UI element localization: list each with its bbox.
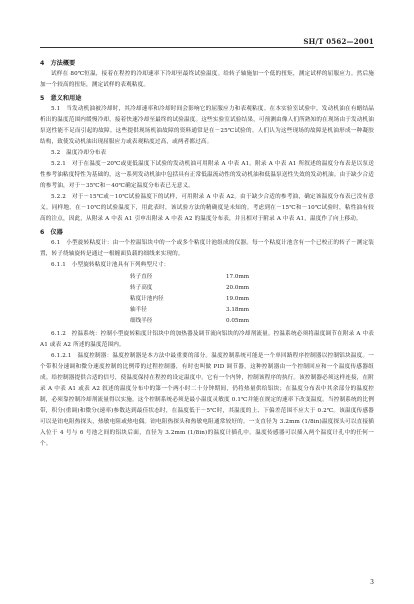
table-row xyxy=(130,305,286,316)
spec-value: 19.0mm xyxy=(226,296,250,302)
spec-label: 细线半径 xyxy=(130,318,153,324)
paragraph-6-1: 6.1 小型旋转粘度计：由一个控温铝块中的一个或多个粘度计池组成的仪器。每一个粘度计池含有一个已校正的转子－测定装置，转子绕轴旋转是通过一根缠面负载的细线来实现的。 xyxy=(40,240,374,257)
table-row xyxy=(130,294,286,305)
header-rule xyxy=(40,47,374,48)
paragraph-5-2: 5.2 温度冷却分布表 xyxy=(51,150,107,156)
spec-label: 轴半径 xyxy=(130,307,147,313)
spec-label: 转子直径 xyxy=(130,274,153,280)
paragraph-5-2-1: 5.2.1 对于在温度－20℃或更低温度下试验的发动机油可用附录 A 中表 A1。附录 A 中表 A1 所叙述的温度分布表是以泵送性参考油粘度特性为基础的，这一系列发动机油中包括具有正常低温流动性的发动机油和低温泵送性失效的发动机油。由于缺少合适的参考油，对于－35℃和－40℃确定温度分布表已无意义。 xyxy=(40,161,374,189)
section-title-4: 4 方法概要 xyxy=(40,60,76,67)
paragraph-4: 试样在 80℃恒温，接着在程控的冷却速率下冷却至最终试验温度。给转子轴施加一个低的扭矩，测定试样的屈服应力。然后施加一个较高的扭矩，测定试样的表观粘度。 xyxy=(40,71,374,88)
paragraph-5-1: 5.1 当发动机油被冷却时，其冷却速率和冷却时间会影响它的屈服应力和表观粘度。在本实验室试验中，发动机油在有蜡结晶析出的温度范围内缓慢冷却，接着快速冷却至最终的试验温度。这些实验室试验结果，可预测由像人们所熟知的在现场由于发动机油泵送性能不足而引起的故障。这些提供现场机油故障的资料通常是在－25℃试验的。人们认为这些现场的故障是机油形成一种凝胶结构，致使发动机油出现屈服应力或表观粘度过高，或两者都过高。 xyxy=(40,106,374,145)
spec-value: 20.0mm xyxy=(226,285,250,291)
page-body xyxy=(40,58,374,450)
table-row xyxy=(130,272,286,283)
section-title-6: 6 仪器 xyxy=(40,229,63,236)
dimension-table xyxy=(130,272,286,327)
paragraph-6-1-1: 6.1.1 小型旋转粘度计池具有下列典型尺寸： xyxy=(51,262,170,268)
spec-label: 粘度计池内径 xyxy=(130,296,164,302)
table-row xyxy=(130,283,286,294)
page-number: 3 xyxy=(370,579,374,586)
paragraph-5-2-2: 5.2.2 对于－15℃或－10℃试验温度下的试样，可用附录 A 中表 A2。由于缺少合适的参考油，确定该温度分布表已没有意义。同样地，在－10℃的试验温度下，用此表时，该试验方法的精确度是未知的。考虑到在－15℃和－10℃试验时，粘性油有较高的注点，因此，从附录 A 中表 A1 引申出附录 A 中表 A2 的温度分布表，并且相对于附录 A 中表 A1，温度作了向上移动。 xyxy=(40,194,374,222)
spec-value: 0.05mm xyxy=(226,318,250,324)
standard-code: SH/T 0562—2001 xyxy=(303,37,374,46)
section-title-5: 5 意义和用途 xyxy=(40,95,82,102)
paragraph-6-1-2-1: 6.1.2.1 温度控制器：温度控制器是本方法中最重要的部分。温度控制系统可能是一个单回路程序控制器以控制铝块温度。一个带积分速调和微分速度控制的比例带的过程控制器，有时也叫做 PID 调节器，这种控制器由一个控制回应和一个温度传感器组成。给控制器提供合适的信号，使温度保持在程控的设定温度中。它有一个内钟，控制该程序的执行。该控制器必须这样连接，在附录 A 中表 A1 或表 A2 叙述的温度分布中的第一个两小时二十分钟期间，仍将热量供给铝块；在温度分布表中其余部分的温度控制，必须靠控制冷却剂流量得以实施。这个控制系统必须是最小温度灵敏度 0.1℃并能在规定的速率下改变温度。当控制系统的比例带，积分(重调)和微分(速率)参数达到最佳状态时，在温度低于－5℃时，其温度的上、下偏差范围不应大于 0.2℃。该温度传感器可以是铂电阻热探头，热敏电阻或热电偶。铂电阻热探头和热敏电阻通常较好的。一支直径为 3.2mm (1/8in)温度探头可以直接插入位于 4 号与 6 号池之间的铝块后面，直径为 3.2mm (1/8in)的温度计插孔中。温度传感器可以插入两个温度计孔中的任何一个。 xyxy=(40,353,374,447)
spec-label: 转子高度 xyxy=(130,285,153,291)
table-row xyxy=(130,316,286,327)
paragraph-6-1-2: 6.1.2 控温系统：控制小型旋转粘度计铝块中的加热器及调节流向铝块的冷却剂流量。控温系统必须将温度调节在附录 A 中表 A1 或表 A2 所述的温度范围内。 xyxy=(40,331,374,348)
spec-value: 17.0mm xyxy=(226,274,250,280)
spec-value: 3.18mm xyxy=(226,307,250,313)
